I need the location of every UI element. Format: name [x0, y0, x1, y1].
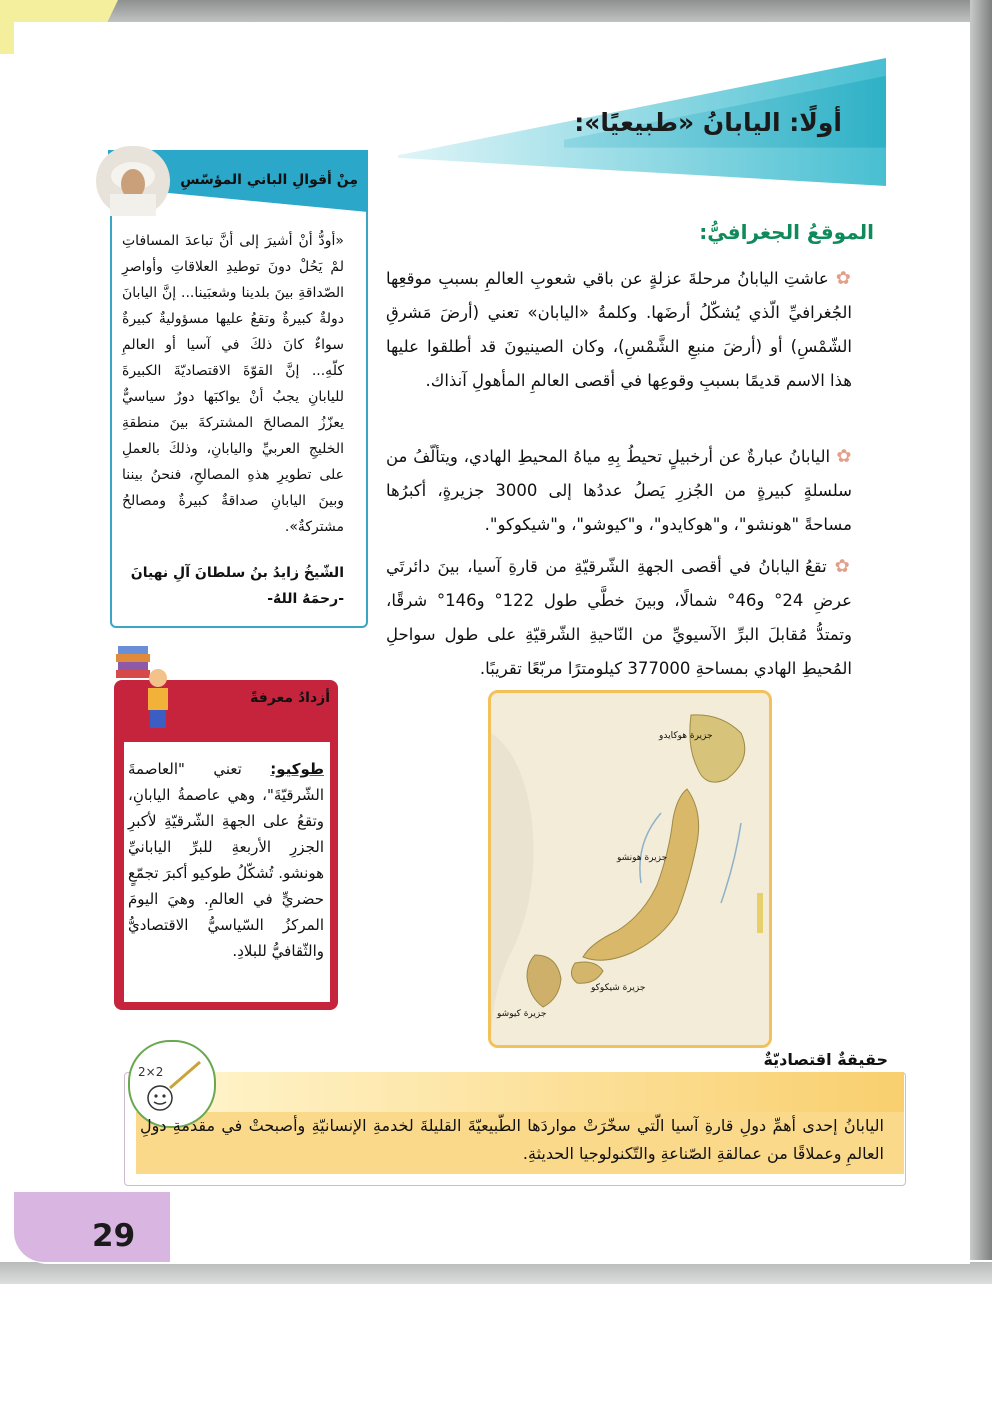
page-number: 29: [92, 1218, 136, 1254]
founder-portrait: [96, 146, 170, 216]
info-definition: تعني "العاصمةَ الشّرقيّةَ"، وهي عاصمةُ اليابانِ، وتقعُ على الجهةِ الشّرقيّةِ لأكبرِ الجزرِ الأربعةِ للبرِّ اليابانيِّ هونشو. تُشكّلُ طوكيو أكبرَ تجمّعٍ حضريٍّ في العالمِ. وهيَ اليومَ المركزُ السّياسيُّ الاقتصاديُّ والثّقافيُّ للبلادِ.: [128, 760, 324, 960]
quote-signature: [122, 560, 344, 612]
portrait-icon: [96, 146, 170, 216]
quote-box-title: مِنْ أقوالِ الباني المؤسّسِ: [180, 172, 358, 188]
page-title: أولًا: اليابانُ «طبيعيًا»:: [574, 108, 842, 137]
map-label-hokkaido: جزيرة هوكايدو: [659, 731, 713, 741]
japan-map: [488, 690, 772, 1048]
fact-text: اليابانُ إحدى أهمِّ دولِ قارةِ آسيا الّتي سخّرَتْ مواردَها الطّبيعيّةَ القليلةَ لخدمةِ الإنسانيّةِ وأصبحتْ في مقدمةِ دولِ العالمِ وعملاقًا من عمالقةِ الصّناعةِ والتّكنولوجيا الحديثةِ.: [140, 1116, 884, 1163]
quote-signature-blessing: -رحمَهُ اللهُ-: [267, 591, 344, 607]
flower-bullet-icon: ✿: [826, 556, 852, 577]
info-box-title: أزدادُ معرفةً: [250, 690, 330, 706]
quote-text: «أودُّ أنْ أشيرَ إلى أنَّ تباعدَ المسافاتِ لمْ يَحُلْ دونَ توطيدِ العلاقاتِ وأواصرِ الصّداقةِ بينَ بلدينا وشعبَينا... إنَّ اليابانَ دولةٌ كبيرةٌ وتقعُ عليها مسؤوليةٌ كبيرةٌ سواءٌ كانَ ذلكَ في آسيا أو العالمِ كلّهِ... إنَّ القوّةَ الاقتصاديّةَ الكبيرةَ لليابانِ يجبُ أنْ يواكبَها دورٌ سياسيٌّ يعزّزُ المصالحَ المشتركةَ بينَ منطقةِ الخليجِ العربيِّ واليابانِ، وذلكَ بالعملِ على تطويرِ هذهِ المصالحِ، فنحنُ بيننا وبينَ اليابانِ صداقةٌ كبيرةٌ ومصالحُ مشتركةٌ».: [122, 233, 344, 535]
paragraph-1: ✿ عاشتِ اليابانُ مرحلةَ عزلةٍ عن باقي شعوبِ العالمِ بسببِ موقعِها الجُغرافيِّ الّذي يُشكّلُ أرضَها. وكلمةُ «اليابان» تعني (أرضَ مَشرقِ الشّمْسِ) أو (أرضَ منبعِ الشَّمْسِ)، وكان الصينيونَ قد أطلقوا عليها هذا الاسم قديمًا بسببِ وقوعِها في أقصى العالمِ المأهولِ آنذاك.: [386, 268, 853, 390]
map-label-shikoku: جزيرة شيكوكو: [591, 983, 646, 993]
child-with-books-icon: [112, 638, 176, 730]
paragraph-2: ✿ اليابانُ عبارةٌ عن أرخبيلٍ تحيطُ بِهِ مياهُ المحيطِ الهادي، ويتألّفُ من سلسلةٍ كبيرةٍ من الجُزرِ يَصلُ عددُها إلى 3000 جزيرةٍ، أكبرُها مساحةً "هونشو"، و"هوكايدو"، و"كيوشو"، و"شيكوكو".: [386, 446, 852, 534]
paragraph-3: ✿ تقعُ اليابانُ في أقصى الجهةِ الشّرقيّةِ من قارةِ آسيا، بينَ دائرتَي عرضِ 24° و46° شمالًا، وبينَ خطَّي طول 122° و146° شرقًا، وتمتدُّ مُقابلَ البرِّ الآسيويِّ من النّاحيةِ الشّرقيّةِ على طول سواحلِ المُحيطِ الهادي بمساحةِ 377000 كيلومترًا مربّعًا تقريبًا.: [386, 556, 852, 678]
flower-bullet-icon: ✿: [828, 268, 853, 289]
info-box-text: [128, 756, 324, 964]
section-title: الموقعُ الجغرافيُّ:: [699, 220, 874, 244]
page-right-band: [970, 0, 992, 1260]
map-label-kyushu: جزيرة كيوشو: [497, 1009, 547, 1019]
svg-text:2×2: 2×2: [138, 1065, 164, 1079]
flower-bullet-icon: ✿: [830, 446, 852, 467]
map-label-honshu: جزيرة هونشو: [617, 853, 668, 863]
info-term: طوكيو:: [270, 760, 324, 778]
fact-band: [198, 1072, 904, 1112]
quote-signature-name: الشّيخُ زايدُ بنُ سلطانَ آلِ نهيانَ: [130, 565, 344, 581]
page-bottom-band: [0, 1262, 992, 1284]
fact-title: حقيقةٌ اقتصاديّةٌ: [763, 1050, 888, 1069]
